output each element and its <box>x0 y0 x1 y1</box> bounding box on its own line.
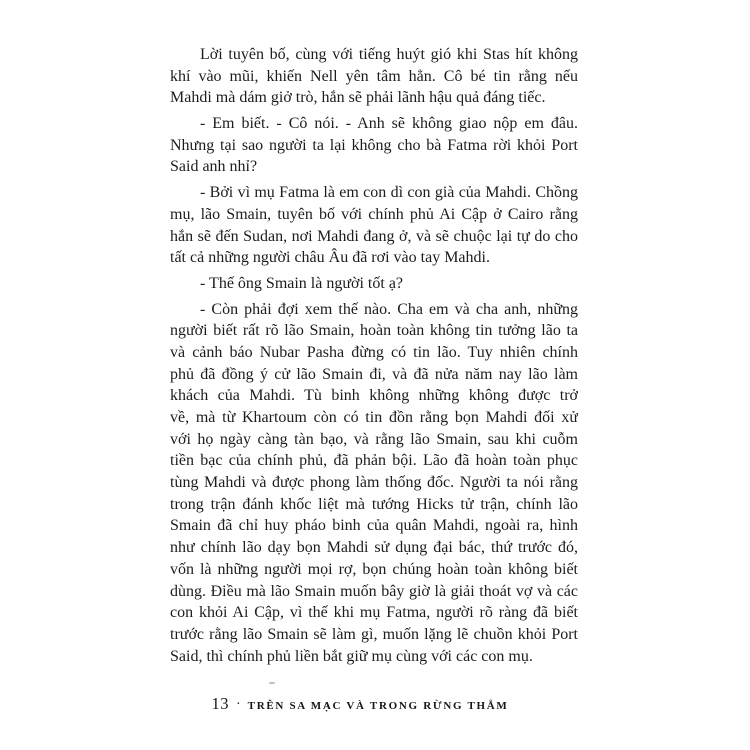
text-line: trong trận đánh khốc liệt mà tướng Hicks tử trận, chính lão <box>170 495 578 513</box>
text-line: Nhưng tại sao người ta lại không cho bà Fatma rời khỏi Port <box>170 136 578 154</box>
footer-separator-dot: · <box>235 697 241 712</box>
text-line: khách của Mahdi. Tù binh không những không được trở <box>170 387 578 405</box>
book-title: TRÊN SA MẠC VÀ TRONG RỪNG THẲM <box>247 700 509 712</box>
text-line: hắn sẽ đến Sudan, nơi Mahdi đang ở, và sẽ chuộc lại tự do cho <box>170 227 578 245</box>
body-text-block <box>170 44 578 667</box>
paragraph <box>170 299 578 668</box>
text-line: phủ đã đồng ý cử lão Smain đi, và đã nửa năm nay lão làm <box>170 365 578 383</box>
text-line: tiền bạc của chính phủ, đã phản bội. Lão đã hoàn toàn phục <box>170 452 578 470</box>
smudge-mark <box>269 682 275 684</box>
text-line: - Thế ông Smain là người tốt ạ? <box>200 274 404 292</box>
text-line: với họ ngày càng tàn bạo, và rằng lão Smain, sau khi cuỗm <box>170 430 578 448</box>
text-line: Said anh nhỉ? <box>170 158 258 176</box>
text-line: dùng. Điều mà lão Smain muốn bây giờ là giải thoát vợ và các <box>170 582 578 600</box>
paragraph <box>170 44 578 109</box>
text-line: tùng Mahdi và được phong làm thống đốc. Người ta nói rằng <box>170 474 578 492</box>
page-footer <box>156 694 564 714</box>
text-line: Said, thì chính phủ liền bắt giữ mụ cùng với các con mụ. <box>170 647 533 665</box>
text-line: - Còn phải đợi xem thế nào. Cha em và cha anh, những <box>200 300 578 318</box>
text-line: tất cả những người châu Âu đã rơi vào tay Mahdi. <box>170 249 490 267</box>
page-number: 13 <box>211 694 229 713</box>
text-line: vốn là những người mọi rợ, bọn chúng hoàn toàn không biết <box>170 560 578 578</box>
paragraph <box>170 273 578 295</box>
text-line: Mahdi mà dám giở trò, hắn sẽ phải lãnh hậu quả đáng tiếc. <box>170 89 546 107</box>
text-line: trước rằng lão Smain sẽ làm gì, muốn lặng lẽ chuồn khỏi Port <box>170 625 578 643</box>
text-line: con khỏi Ai Cập, vì thế khi mụ Fatma, người rõ ràng đã biết <box>170 604 578 622</box>
text-line: mụ, lão Smain, tuyên bố với chính phủ Ai Cập ở Cairo rằng <box>170 205 578 223</box>
text-line: Smain đã chỉ huy pháo binh của quân Mahdi, ngoài ra, hình <box>170 517 578 535</box>
text-line: - Bởi vì mụ Fatma là em con dì con già của Mahdi. Chồng <box>200 184 578 202</box>
paragraph <box>170 113 578 178</box>
text-line: về, mà từ Khartoum còn có tin đồn rằng bọn Mahdi đối xử <box>170 409 578 426</box>
text-line: người biết rất rõ lão Smain, hoàn toàn không tin tưởng lão ta <box>170 322 578 340</box>
text-line: Lời tuyên bố, cùng với tiếng huýt gió khi Stas hít không <box>200 46 578 63</box>
text-line: và cảnh báo Nubar Pasha đừng có tin lão. Tuy nhiên chính <box>170 343 578 361</box>
text-line: - Em biết. - Cô nói. - Anh sẽ không giao nộp em đâu. <box>200 115 578 133</box>
paragraph <box>170 182 578 269</box>
text-line: như chính lão dạy bọn Mahdi sử dụng đại bác, thứ trước đó, <box>170 539 578 557</box>
text-line: khí vào mũi, khiến Nell yên tâm hẳn. Cô bé tin rằng nếu <box>170 67 578 85</box>
